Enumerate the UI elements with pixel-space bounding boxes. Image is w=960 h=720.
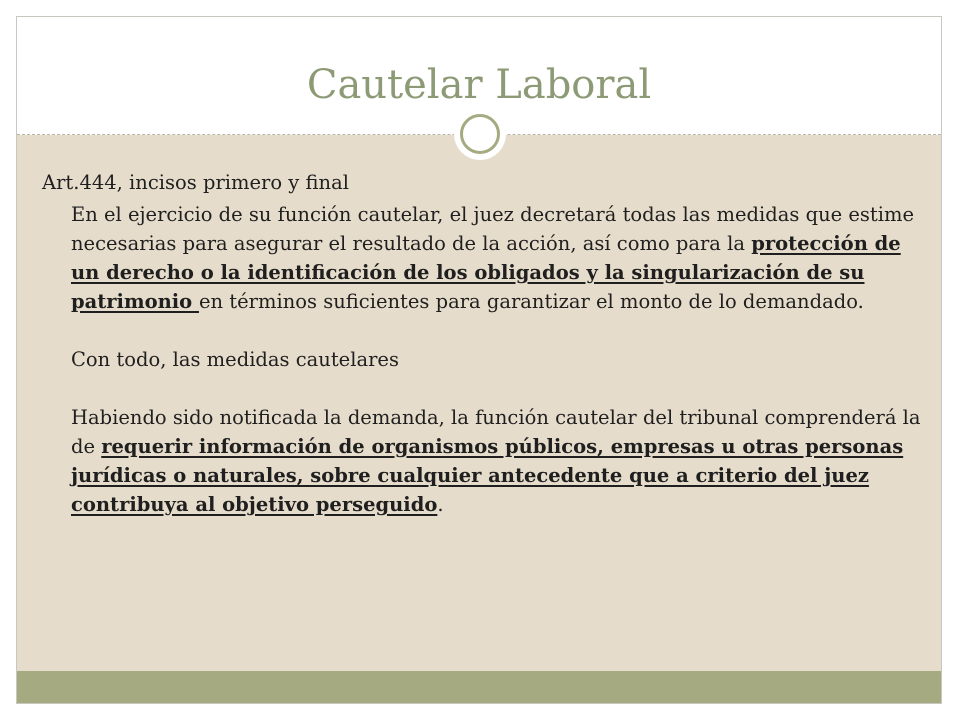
paragraph-1: [71, 200, 922, 316]
circle-ornament-icon: [454, 108, 506, 160]
paragraph-3-emphasis: requerir información de organismos públicos, empresas u otras personas jurídicas o naturales, sobre cualquier antecedente que a criterio del juez contribuya al objetivo perseguido: [71, 435, 904, 516]
paragraph-3-text-a: Habiendo sido notificada la demanda, la función cautelar del tribunal comprenderá la de: [71, 406, 921, 458]
slide-body: [42, 168, 922, 519]
paragraph-1-text-a: En el ejercicio de su función cautelar, el juez decretará todas las medidas que estime necesarias para asegurar el resultado de la acción, así como para la: [71, 203, 915, 255]
ornament-ring: [460, 114, 500, 154]
article-heading: Art.444, incisos primero y final: [42, 171, 349, 194]
paragraph-3: [71, 403, 922, 519]
paragraph-2: Con todo, las medidas cautelares: [71, 348, 399, 371]
paragraph-1-emphasis: protección de un derecho o la identificación de los obligados y la singularización de su patrimonio: [71, 232, 901, 313]
paragraph-1-text-b: en términos suficientes para garantizar el monto de lo demandado.: [198, 290, 864, 313]
slide-title: Cautelar Laboral: [306, 62, 652, 108]
paragraph-3-text-b: .: [437, 493, 444, 516]
footer-bar: [17, 671, 941, 703]
